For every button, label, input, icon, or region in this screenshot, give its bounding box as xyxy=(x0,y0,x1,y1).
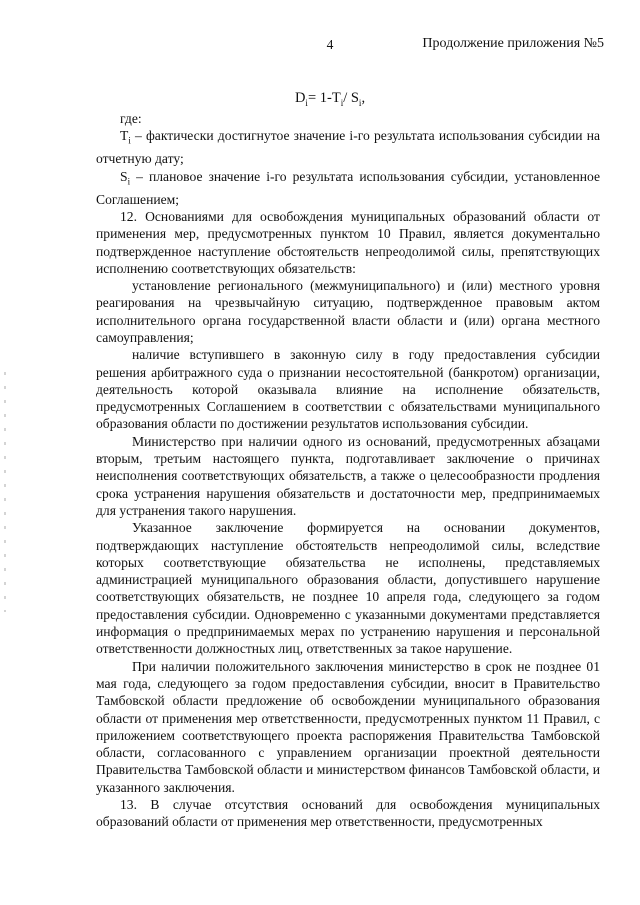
paragraph-positive: При наличии положительного заключения министерство в срок не позднее 01 мая года, следующего за годом предоставления субсидии, вносит в Правительство Тамбовской области предложение об освобождении муниципального образования области от применения мер ответственности, предусмотренных пунктом 11 Правил, с приложением соответствующего проекта распоряжения Правительства Тамбовской области, согласованного с управлением организации проектной деятельности Правительства Тамбовской области и министерством финансов Тамбовской области, и указанного заключения. xyxy=(96,658,600,795)
formula-lhs: D xyxy=(294,90,306,106)
paragraph-13: 13. В случае отсутствия оснований для освобождения муниципальных образований области от применения мер ответственности, предусмотренных xyxy=(96,797,600,830)
def-t-text: – фактически достигнутое значение i-го результата использования субсидии на отчетную дату; xyxy=(96,128,600,167)
formula-t-sub: i xyxy=(340,97,344,108)
def-s-symbol: S xyxy=(120,168,128,184)
where-label: где: xyxy=(120,111,142,126)
paragraph-court: наличие вступившего в законную силу в году предоставления субсидии решения арбитражного суда о признании несостоятельной (банкротом) организации, деятельность которой оказывала влияние на исполнение обязательств, предусмотренных Соглашением в соответствии с обязательствами муниципального образования области по достижении результатов использования субсидии. xyxy=(96,347,600,432)
def-t-symbol: T xyxy=(120,128,129,144)
scan-margin-mark xyxy=(4,372,6,612)
formula-tail: , xyxy=(361,90,366,106)
paragraph-ministry: Министерство при наличии одного из оснований, предусмотренных абзацами вторым, третьим настоящего пункта, подготавливает заключение о причинах неисполнения соответствующих обязательств, а также о целесообразности продления срока устранения нарушения обязательств и достаточности мер, предпринимаемых для устранения такого нарушения. xyxy=(96,433,600,518)
def-s-sub: i xyxy=(127,176,131,187)
formula xyxy=(0,90,640,108)
formula-eq: = 1-T xyxy=(307,90,341,106)
formula-lhs-sub: i xyxy=(305,97,308,108)
formula-slash: / S xyxy=(343,90,359,106)
definition-s xyxy=(96,168,600,208)
paragraph-emergency: установление регионального (межмуниципального) и (или) местного уровня реагирования на чрезвычайную ситуацию, подтвержденное правовым актом исполнительного органа государственной власти области и (или) органа местного самоуправления; xyxy=(96,278,600,345)
paragraph-12: 12. Основаниями для освобождения муниципальных образований области от применения мер, предусмотренных пунктом 10 Правил, является документально подтвержденное наступление обстоятельств непреодолимой силы, препятствующих исполнению соответствующих обязательств: xyxy=(96,208,600,276)
appendix-note: Продолжение приложения №5 xyxy=(422,36,604,51)
def-t-sub: i xyxy=(128,136,131,147)
document-body xyxy=(96,110,600,831)
formula-s-sub: i xyxy=(358,97,362,108)
paragraph-conclusion: Указанное заключение формируется на основании документов, подтверждающих наступление обстоятельств непреодолимой силы, вследствие которых соответствующие обязательства не исполнены, представляемых администрацией муниципального образования области, допустившего нарушение соответствующих обязательств, не позднее 10 апреля года, следующего за годом предоставления субсидии. Одновременно с указанными документами представляется информация о предпринимаемых мерах по устранению нарушения и персональной ответственности должностных лиц, ответственных за такое нарушение. xyxy=(96,520,600,657)
page-number: 4 xyxy=(326,37,334,52)
def-s-text: – плановое значение i-го результата использования субсидии, установленное Соглашением; xyxy=(96,168,600,207)
definition-t xyxy=(96,127,600,167)
